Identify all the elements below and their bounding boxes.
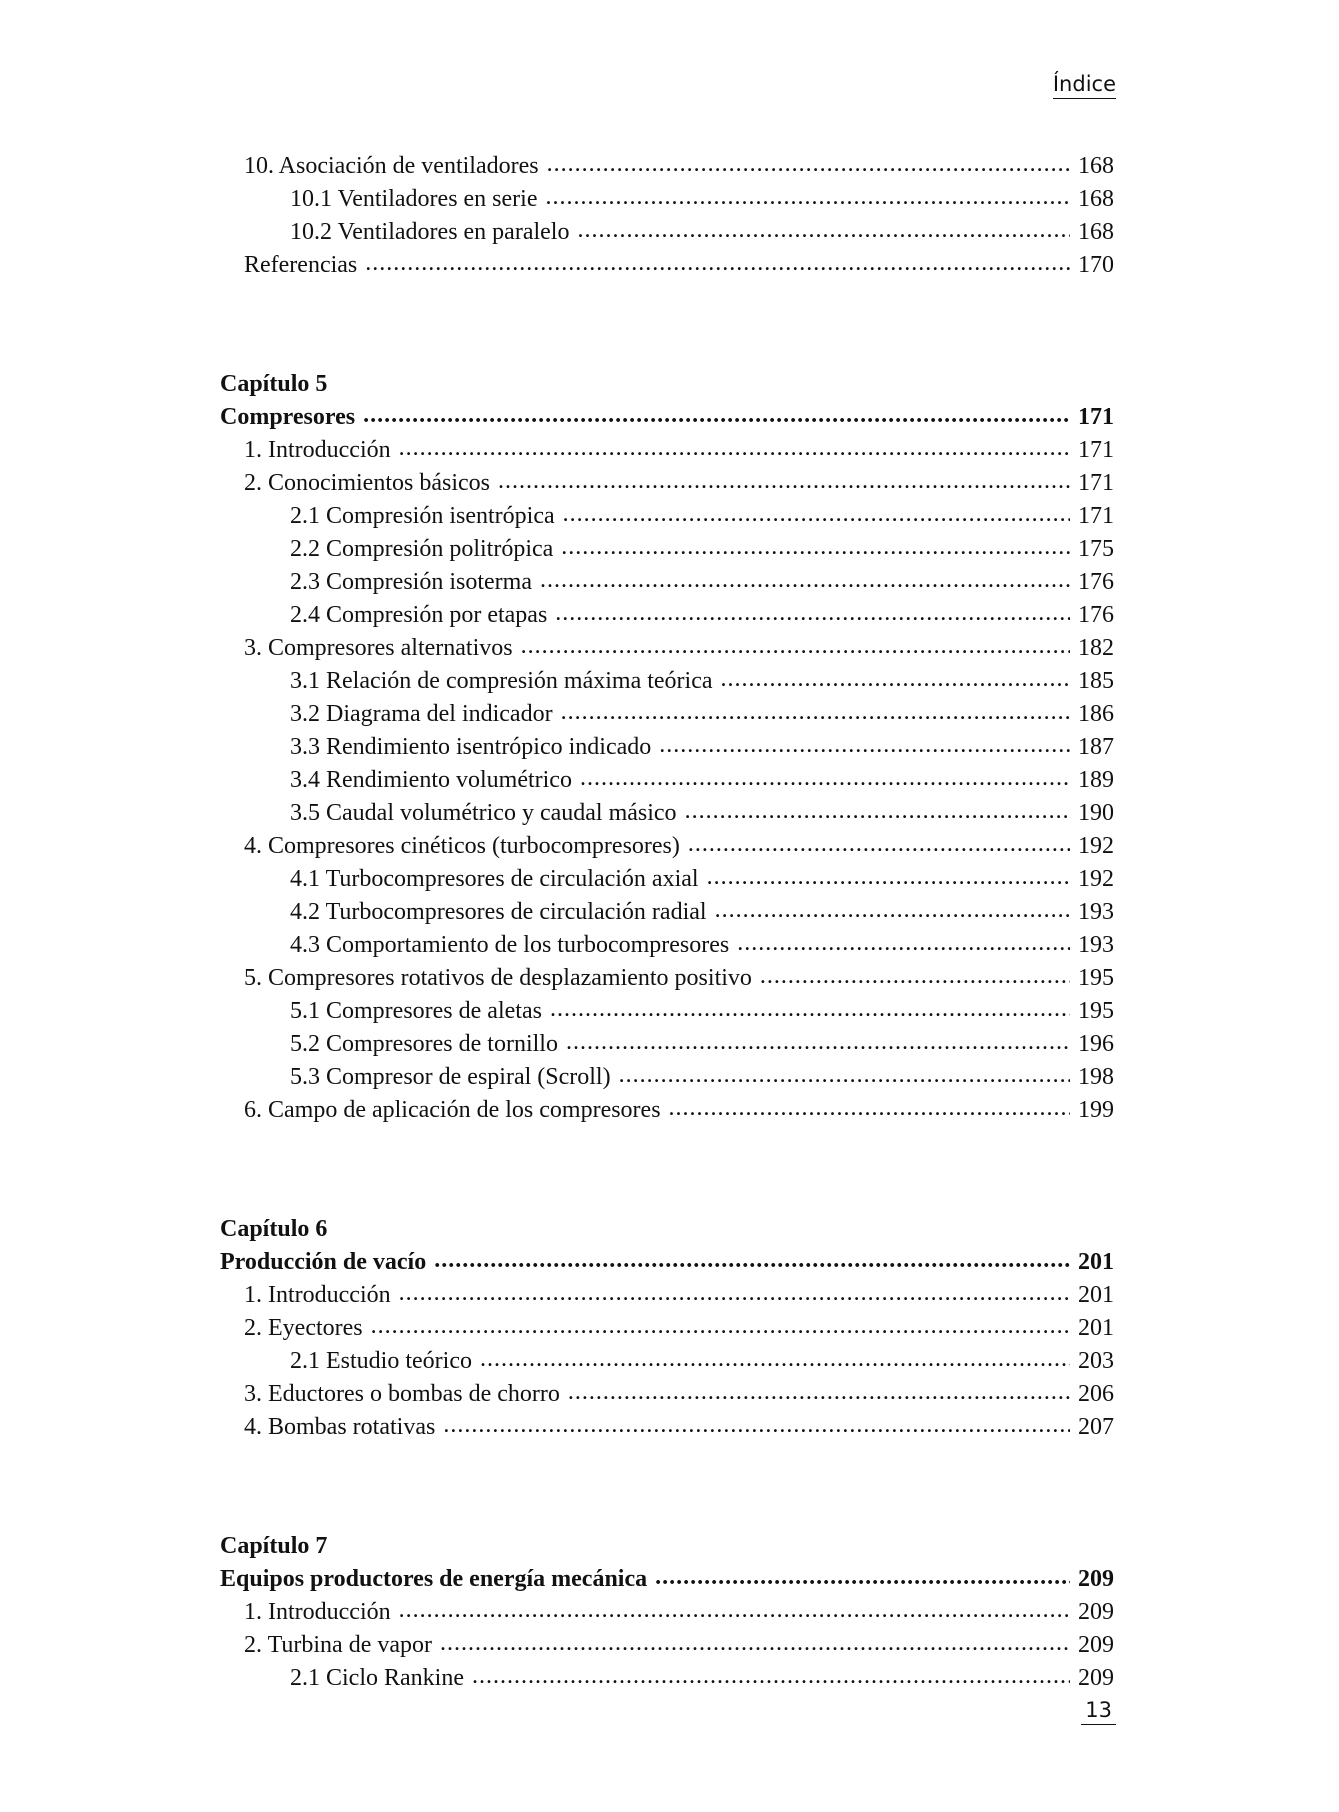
dot-leader [546,181,1071,214]
dot-leader [715,894,1070,927]
dot-leader [540,564,1070,597]
toc-entry-page: 168 [1078,153,1114,179]
toc-entry-page: 201 [1078,1315,1114,1341]
toc-entry-page: 195 [1078,965,1114,991]
toc-entry-page: 168 [1078,219,1114,245]
dot-leader [521,630,1070,663]
toc-entry [220,1411,1114,1444]
dot-leader [399,1594,1070,1627]
toc-entry-title: 6. Campo de aplicación de los compresores [244,1097,661,1123]
toc-entry-title: 2.1 Estudio teórico [290,1348,472,1374]
toc-entry [220,216,1114,249]
toc-entry-page: 187 [1078,734,1114,760]
toc-entry [220,1094,1114,1127]
dot-leader [363,399,1070,432]
dot-leader [619,1059,1070,1092]
toc-entry [220,1246,1114,1279]
dot-leader [760,960,1070,993]
toc-entry-title: 4.2 Turbocompresores de circulación radial [290,899,707,925]
toc-entry-page: 176 [1078,569,1114,595]
toc-chapter [220,150,1114,282]
dot-leader [669,1092,1070,1125]
toc-entry-page: 170 [1078,252,1114,278]
dot-leader [443,1409,1070,1442]
toc-entry-page: 203 [1078,1348,1114,1374]
toc-entry [220,863,1114,896]
dot-leader [561,531,1070,564]
page-number: 13 [1081,1698,1116,1725]
toc-entry [220,500,1114,533]
toc-entry-title: 5. Compresores rotativos de desplazamiento positivo [244,965,752,991]
dot-leader [659,729,1070,762]
toc-entry-title: 3.2 Diagrama del indicador [290,701,553,727]
dot-leader [399,1277,1070,1310]
toc-entry-title: 2. Eyectores [244,1315,363,1341]
toc-chapter [220,368,1114,1127]
toc-entry [220,1596,1114,1629]
dot-leader [577,214,1070,247]
toc-entry-title: 5.1 Compresores de aletas [290,998,542,1024]
toc-entry-page: 199 [1078,1097,1114,1123]
dot-leader [365,247,1070,280]
toc-entry-title: 1. Introducción [244,437,391,463]
toc-entry-title: 3.4 Rendimiento volumétrico [290,767,572,793]
toc-entry-title: 1. Introducción [244,1282,391,1308]
dot-leader [563,498,1070,531]
toc-entry-page: 201 [1078,1282,1114,1308]
dot-leader [655,1561,1070,1594]
toc-entry-page: 182 [1078,635,1114,661]
toc-entry-title: 2.3 Compresión isoterma [290,569,532,595]
dot-leader [555,597,1070,630]
toc-entry-title: Compresores [220,404,356,430]
dot-leader [472,1660,1070,1693]
dot-leader [568,1376,1070,1409]
toc-entry-page: 192 [1078,866,1114,892]
toc-entry [220,896,1114,929]
toc-entry-page: 185 [1078,668,1114,694]
toc-entry-title: 2. Conocimientos básicos [244,470,490,496]
toc-entry-page: 171 [1078,470,1114,496]
toc-entry-title: 10.1 Ventiladores en serie [290,186,538,212]
toc-entry-page: 201 [1078,1249,1114,1275]
toc-entry-title: 4.3 Comportamiento de los turbocompresores [290,932,730,958]
toc-entry [220,150,1114,183]
dot-leader [566,1026,1070,1059]
toc-entry-title: 5.3 Compresor de espiral (Scroll) [290,1064,611,1090]
toc-entry-page: 195 [1078,998,1114,1024]
toc-entry-page: 171 [1078,404,1114,430]
toc-entry [220,731,1114,764]
toc-entry-title: 5.2 Compresores de tornillo [290,1031,558,1057]
toc-entry-page: 175 [1078,536,1114,562]
dot-leader [480,1343,1070,1376]
dot-leader [721,663,1070,696]
toc-entry [220,797,1114,830]
toc-entry-title: 4. Compresores cinéticos (turbocompresores) [244,833,680,859]
toc-entry [220,1312,1114,1345]
dot-leader [561,696,1070,729]
toc-entry-title: 2. Turbina de vapor [244,1632,432,1658]
toc-entry-title: 10. Asociación de ventiladores [244,153,539,179]
toc-entry-title: 3.5 Caudal volumétrico y caudal másico [290,800,677,826]
toc-entry-page: 206 [1078,1381,1114,1407]
toc-entry [220,1028,1114,1061]
dot-leader [550,993,1070,1026]
toc-entry-page: 207 [1078,1414,1114,1440]
toc-entry-page: 171 [1078,503,1114,529]
toc-entry-page: 176 [1078,602,1114,628]
running-head: Índice [1053,72,1116,99]
dot-leader [434,1244,1070,1277]
toc-entry-title: 2.1 Compresión isentrópica [290,503,555,529]
dot-leader [399,432,1070,465]
toc-entry-title: 4. Bombas rotativas [244,1414,436,1440]
toc-entry [220,1061,1114,1094]
chapter-label: Capítulo 5 [220,371,328,397]
toc-entry [220,1629,1114,1662]
toc-entry-page: 193 [1078,932,1114,958]
dot-leader [371,1310,1070,1343]
toc-entry-page: 209 [1078,1665,1114,1691]
dot-leader [737,927,1070,960]
toc-entry [220,929,1114,962]
toc-entry [220,401,1114,434]
toc-entry-title: 2.2 Compresión politrópica [290,536,554,562]
toc-chapter [220,1213,1114,1444]
toc-entry-page: 192 [1078,833,1114,859]
toc-entry-title: 10.2 Ventiladores en paralelo [290,219,570,245]
toc-entry [220,632,1114,665]
toc-entry-page: 209 [1078,1599,1114,1625]
toc-chapter [220,1530,1114,1695]
toc-entry [220,434,1114,467]
toc-entry-title: 2.4 Compresión por etapas [290,602,548,628]
toc-entry-page: 189 [1078,767,1114,793]
toc-entry [220,566,1114,599]
toc-entry-title: 2.1 Ciclo Rankine [290,1665,464,1691]
toc-entry-title: Equipos productores de energía mecánica [220,1566,648,1592]
toc-entry-page: 168 [1078,186,1114,212]
toc-entry-title: 4.1 Turbocompresores de circulación axial [290,866,699,892]
toc-entry-title: 3.3 Rendimiento isentrópico indicado [290,734,652,760]
toc-entry [220,533,1114,566]
toc-entry-page: 171 [1078,437,1114,463]
toc-entry [220,1279,1114,1312]
chapter-label: Capítulo 7 [220,1533,328,1559]
chapter-label: Capítulo 6 [220,1216,328,1242]
toc-entry-page: 193 [1078,899,1114,925]
dot-leader [580,762,1070,795]
dot-leader [498,465,1070,498]
toc-entry-page: 196 [1078,1031,1114,1057]
toc-entry-title: 3.1 Relación de compresión máxima teórica [290,668,713,694]
toc-entry [220,1662,1114,1695]
toc-entry-title: Referencias [244,252,358,278]
toc-entry [220,1345,1114,1378]
toc-entry-title: Producción de vacío [220,1249,427,1275]
toc-entry [220,183,1114,216]
toc-entry-title: 1. Introducción [244,1599,391,1625]
dot-leader [707,861,1070,894]
toc-entry [220,962,1114,995]
toc-entry [220,665,1114,698]
toc-entry-page: 190 [1078,800,1114,826]
toc-entry [220,467,1114,500]
table-of-contents [220,150,1114,1695]
toc-entry [220,249,1114,282]
toc-entry-page: 209 [1078,1566,1114,1592]
toc-entry-page: 186 [1078,701,1114,727]
toc-entry [220,599,1114,632]
toc-entry [220,764,1114,797]
toc-entry [220,1378,1114,1411]
toc-entry [220,1563,1114,1596]
toc-entry-page: 198 [1078,1064,1114,1090]
toc-entry-title: 3. Eductores o bombas de chorro [244,1381,560,1407]
toc-entry-title: 3. Compresores alternativos [244,635,513,661]
dot-leader [685,795,1070,828]
toc-entry [220,698,1114,731]
dot-leader [688,828,1070,861]
dot-leader [547,148,1070,181]
dot-leader [440,1627,1070,1660]
toc-entry-page: 209 [1078,1632,1114,1658]
toc-entry [220,830,1114,863]
toc-entry [220,995,1114,1028]
